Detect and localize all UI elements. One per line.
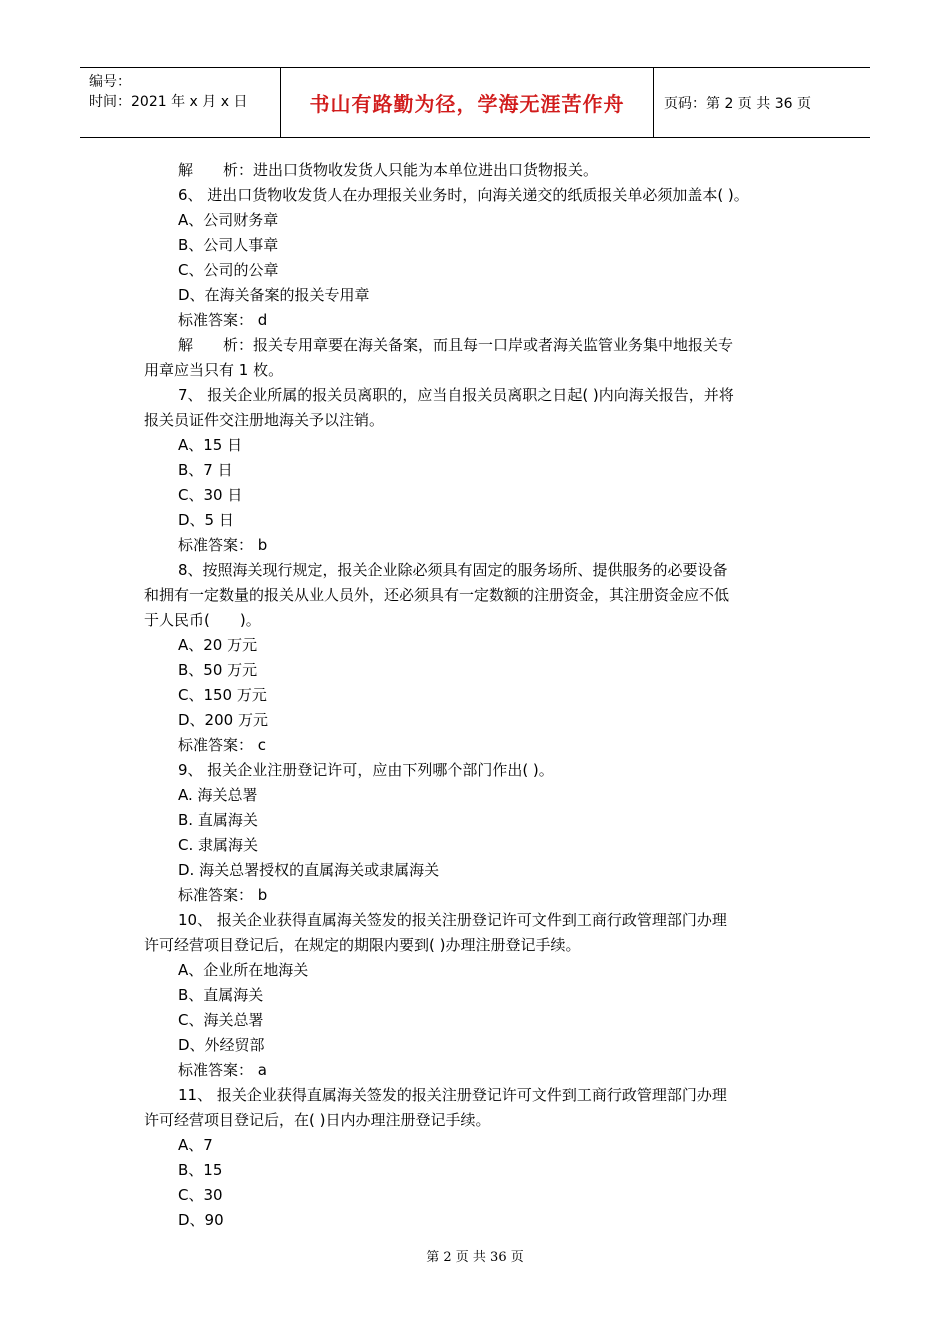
text-line: 8、按照海关现行规定，报关企业除必须具有固定的服务场所、提供服务的必要设备 <box>178 561 728 579</box>
text-line: 于人民币( )。 <box>144 611 261 629</box>
text-line: B、直属海关 <box>178 986 264 1004</box>
text-line: 标准答案： c <box>178 736 267 754</box>
text-line: 9、 报关企业注册登记许可，应由下列哪个部门作出( )。 <box>178 761 554 779</box>
doc-time-label: 时间：2021 年 x 月 x 日 <box>89 94 248 110</box>
text-line: 报关员证件交注册地海关予以注销。 <box>144 411 385 429</box>
text-line: 许可经营项目登记后，在( )日内办理注册登记手续。 <box>144 1111 491 1129</box>
text-line: A、7 <box>178 1136 213 1154</box>
header-page-info: 页码：第 2 页 共 36 页 <box>664 95 811 112</box>
text-line: 6、 进出口货物收发货人在办理报关业务时，向海关递交的纸质报关单必须加盖本( )。 <box>178 186 749 204</box>
text-line: B、50 万元 <box>178 661 258 679</box>
document-body <box>144 158 810 1233</box>
text-line: C、海关总署 <box>178 1011 264 1029</box>
text-line: D、200 万元 <box>178 711 268 729</box>
text-line: C、30 <box>178 1186 223 1204</box>
page-header <box>80 67 870 138</box>
text-line: D. 海关总署授权的直属海关或隶属海关 <box>178 861 440 879</box>
text-line: B、7 日 <box>178 461 233 479</box>
text-line: 11、 报关企业获得直属海关签发的报关注册登记许可文件到工商行政管理部门办理 <box>178 1086 727 1104</box>
text-line: B、公司人事章 <box>178 236 279 254</box>
text-line: A. 海关总署 <box>178 786 258 804</box>
text-line: 用章应当只有 1 枚。 <box>144 361 284 379</box>
text-line: A、企业所在地海关 <box>178 961 309 979</box>
page-footer: 第 2 页 共 36 页 <box>426 1250 524 1265</box>
text-line: 许可经营项目登记后，在规定的期限内要到( )办理注册登记手续。 <box>144 936 581 954</box>
text-line: 和拥有一定数量的报关从业人员外，还必须具有一定数额的注册资金，其注册资金应不低 <box>144 586 730 604</box>
text-line: C、公司的公章 <box>178 261 279 279</box>
doc-number-label: 编号： <box>89 74 131 90</box>
text-line: 标准答案： b <box>178 536 268 554</box>
text-line: A、15 日 <box>178 436 243 454</box>
text-line: C. 隶属海关 <box>178 836 259 854</box>
text-line: 解 析：进出口货物收发货人只能为本单位进出口货物报关。 <box>178 161 599 179</box>
header-motto: 书山有路勤为径，学海无涯苦作舟 <box>281 68 654 137</box>
text-line: 解 析：报关专用章要在海关备案，而且每一口岸或者海关监管业务集中地报关专 <box>178 336 734 354</box>
text-line: C、150 万元 <box>178 686 267 704</box>
text-line: B. 直属海关 <box>178 811 258 829</box>
text-line: C、30 日 <box>178 486 243 504</box>
text-line: 10、 报关企业获得直属海关签发的报关注册登记许可文件到工商行政管理部门办理 <box>178 911 727 929</box>
text-line: B、15 <box>178 1161 223 1179</box>
text-line: 标准答案： b <box>178 886 268 904</box>
text-line: D、5 日 <box>178 511 234 529</box>
text-line: 7、 报关企业所属的报关员离职的，应当自报关员离职之日起( )内向海关报告，并将 <box>178 386 734 404</box>
text-line: 标准答案： a <box>178 1061 267 1079</box>
text-line: 标准答案： d <box>178 311 268 329</box>
text-line: D、在海关备案的报关专用章 <box>178 286 370 304</box>
header-meta <box>80 68 281 137</box>
text-line: A、20 万元 <box>178 636 258 654</box>
text-line: A、公司财务章 <box>178 211 279 229</box>
text-line: D、外经贸部 <box>178 1036 265 1054</box>
text-line: D、90 <box>178 1211 224 1229</box>
